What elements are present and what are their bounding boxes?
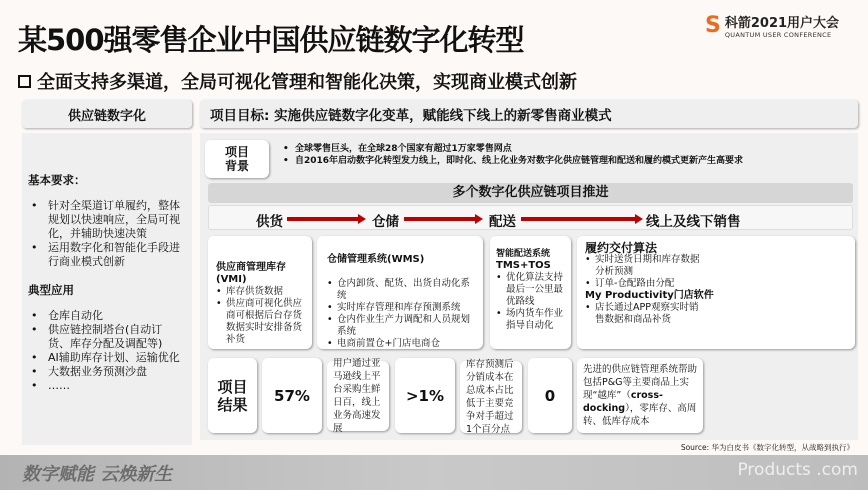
result-text-b: cross- docking bbox=[583, 390, 663, 414]
card-title: 履约交付算法 bbox=[585, 241, 658, 255]
logo-name: 科箭2021用户大会 bbox=[724, 16, 840, 31]
card-title: 智能配送系统 bbox=[496, 249, 551, 259]
result-text bbox=[577, 358, 703, 433]
card-item: • 仓内作业生产力调配和人员规划系统 bbox=[327, 314, 478, 338]
app-item: • AI辅助库存计划、运输优化 bbox=[28, 351, 184, 365]
result-value: >1% bbox=[395, 358, 455, 433]
flow-step: 仓储 bbox=[372, 214, 399, 230]
app-title: 典型应用 bbox=[28, 283, 74, 297]
result-text: 库存预测后分销成本在总成本占比低于主要竞争对手超过1个百分点 bbox=[460, 361, 522, 433]
app-item: • …… bbox=[28, 379, 184, 393]
conference-logo bbox=[705, 12, 839, 39]
card-title: 供应商管理库存 (VMI) bbox=[216, 262, 286, 285]
left-header: 供应链数字化 bbox=[22, 100, 192, 128]
subtitle bbox=[18, 68, 577, 94]
card-title: TMS+TOS bbox=[496, 260, 551, 271]
card-item: • 仓内卸货、配货、出货自动化系统 bbox=[327, 278, 478, 302]
result-value: 57% bbox=[262, 358, 322, 433]
flow-step: 线上及线下销售 bbox=[646, 214, 741, 230]
card-item: • 优化算法支持最后一公里最优路线 bbox=[496, 272, 567, 308]
logo-sub: QUANTUM USER CONFERENCE bbox=[724, 31, 832, 39]
page-title: 某500强零售企业中国供应链数字化转型 bbox=[18, 23, 524, 57]
card-item: • 场内货车作业指导自动化 bbox=[496, 308, 567, 332]
arrow-right-icon bbox=[404, 217, 476, 221]
flow-step: 配送 bbox=[489, 214, 516, 230]
result-label: 项目 结果 bbox=[208, 358, 257, 433]
arrow-right-icon bbox=[521, 217, 636, 221]
result-text: 用户通过亚马逊线上平台采购生鲜日百，线上业务高速发展 bbox=[327, 361, 389, 431]
watermark: Products .com bbox=[737, 460, 858, 480]
left-panel bbox=[22, 133, 192, 445]
multi-project-bar: 多个数字化供应链项目推进 bbox=[208, 183, 853, 203]
app-item: • 供应链控制塔台(自动订货、库存分配及调配等) bbox=[28, 323, 184, 351]
card-item: • 实时库存管理和库存预测系统 bbox=[327, 302, 478, 314]
background-label: 项目 背景 bbox=[205, 140, 269, 178]
footer-slogan: 数字赋能 云焕新生 bbox=[22, 464, 173, 485]
arrow-right-icon bbox=[287, 217, 359, 221]
req-item: • 针对全渠道订单履约，整体规划以快速响应，全局可视化，并辅助快速决策 bbox=[28, 199, 184, 241]
logo-mark-icon: S bbox=[705, 12, 721, 38]
result-value: 0 bbox=[528, 358, 572, 433]
card-vmi bbox=[208, 236, 312, 349]
req-title: 基本要求： bbox=[28, 173, 86, 187]
card-tms bbox=[490, 236, 571, 349]
result-text-a: 先进的供应链管理系统帮助包括P&G等主要商品上实现“越库”（ bbox=[583, 364, 698, 401]
flow-step: 供货 bbox=[256, 214, 283, 230]
card-title: 仓储管理系统(WMS) bbox=[327, 254, 425, 265]
card-wms bbox=[317, 236, 483, 349]
source-note: Source: 华为白皮书《数字化转型，从战略到执行》 bbox=[680, 443, 854, 452]
bg-item: • 自2016年启动数字化转型发力线上，即时化、线上化业务对数字化供应链管理和配送和履约模式更新产生高要求 bbox=[283, 155, 853, 167]
app-item: • 大数据业务预测沙盘 bbox=[28, 365, 184, 379]
result-text-c: ），零库存、高周转、低库存成本 bbox=[583, 403, 697, 427]
card-item: • 订单-仓配路由分配 bbox=[585, 278, 849, 290]
subtitle-text: 全面支持多渠道，全局可视化管理和智能化决策，实现商业模式创新 bbox=[37, 72, 577, 93]
card-fulfillment bbox=[577, 236, 855, 349]
card-item: • 店长通过APP观察实时销售数据和商品补货 bbox=[585, 302, 705, 326]
req-item: • 运用数字化和智能化手段进行商业模式创新 bbox=[28, 241, 184, 269]
checkbox-square-icon bbox=[18, 75, 31, 88]
right-header: 项目目标: 实施供应链数字化变革，赋能线下线上的新零售商业模式 bbox=[200, 100, 858, 128]
flow-bar bbox=[208, 205, 853, 230]
card-item: • 库存供货数据 bbox=[216, 286, 307, 298]
card-title: My Productivity门店软件 bbox=[585, 290, 714, 301]
app-item: • 仓库自动化 bbox=[28, 309, 184, 323]
card-item: • 供应商可视化供应商可根据后台存货数据实时安排备货补货 bbox=[216, 298, 307, 346]
background-text bbox=[283, 143, 853, 167]
card-item: • 电商前置仓+门店电商仓 bbox=[327, 338, 478, 350]
bg-item: • 全球零售巨头，在全球28个国家有超过1万家零售网点 bbox=[283, 143, 853, 155]
card-item: • 实时送货日期和库存数据分析预测 bbox=[585, 254, 705, 278]
